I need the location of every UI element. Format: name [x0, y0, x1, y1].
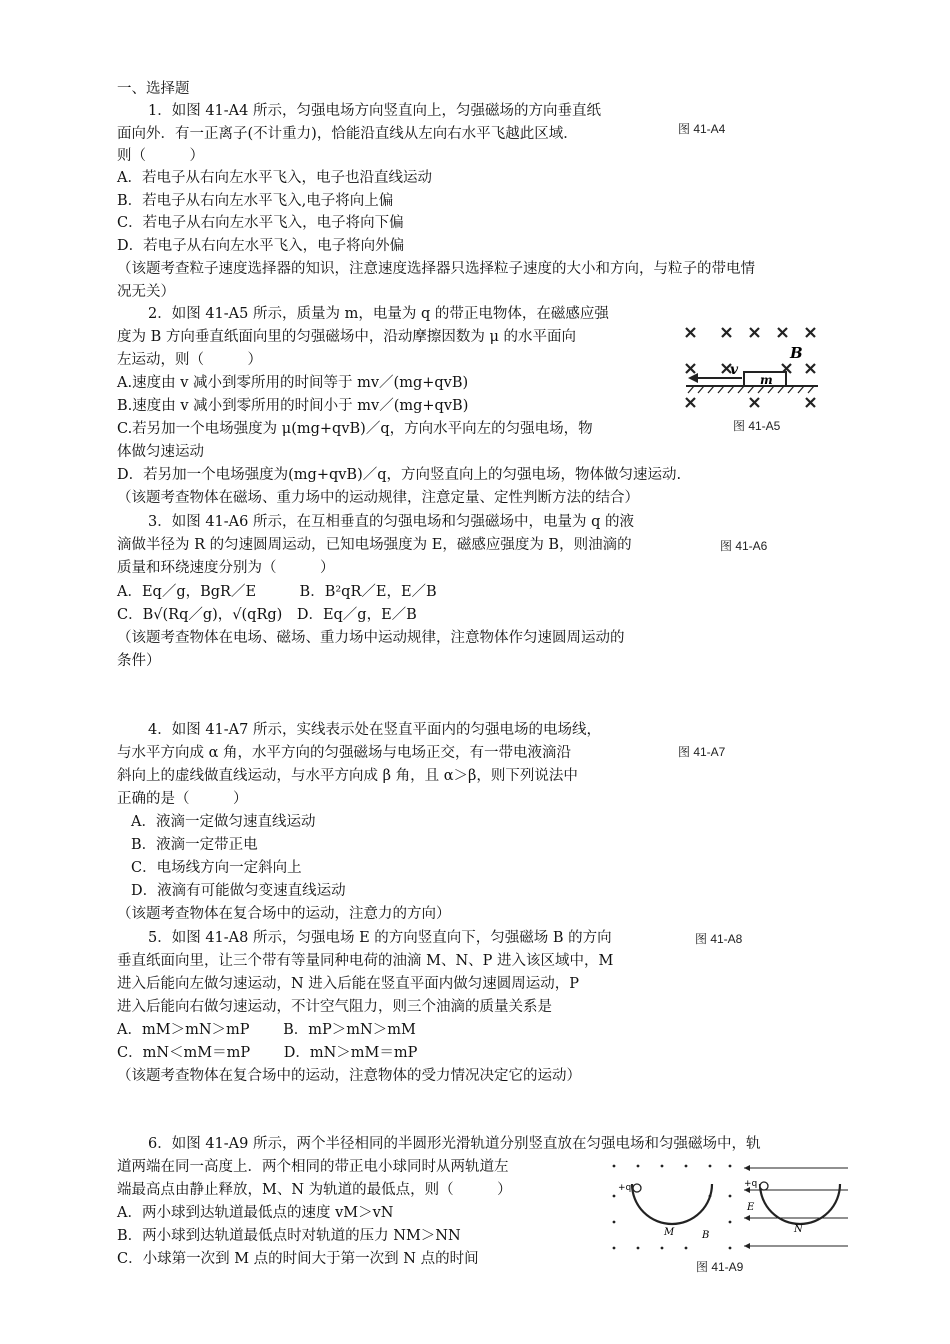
q1-option-c: C．若电子从右向左水平飞入，电子将向下偏 [117, 215, 404, 231]
magnetic-field-diagram [678, 320, 828, 420]
q3-note-line-2: 条件） [117, 653, 161, 669]
q3-option-ab: A．Eq／g，BgR／E B．B²qR／E，E／B [117, 584, 437, 600]
q4-stem-line-2: 与水平方向成 α 角，水平方向的匀强磁场与电场正交，有一带电液滴沿 [117, 745, 572, 761]
q6-option-c: C．小球第一次到 M 点的时间大于第一次到 N 点的时间 [117, 1251, 479, 1267]
charge-label-right: +q [744, 1179, 758, 1189]
figure-caption-41-a8: 图 41-A8 [695, 932, 743, 946]
q1-stem-line-2: 面向外．有一正离子(不计重力)，恰能沿直线从左向右水平飞越此区域． [117, 126, 578, 142]
section-title: 一、选择题 [117, 81, 190, 97]
q1-note-line-1: （该题考查粒子速度选择器的知识，注意速度选择器只选择粒子速度的大小和方向，与粒子的带电情 [117, 261, 755, 277]
field-label-e: E [747, 1202, 755, 1213]
q3-stem-line-2: 滴做半径为 R 的匀速圆周运动，已知电场强度为 E，磁感应强度为 B，则油滴的 [117, 537, 632, 553]
q4-option-c: C．电场线方向一定斜向上 [131, 860, 302, 876]
q4-option-b: B．液滴一定带正电 [131, 837, 258, 853]
q2-note-line-1: （该题考查物体在磁场、重力场中的运动规律，注意定量、定性判断方法的结合） [117, 490, 639, 506]
q2-option-c-line-1: C.若另加一个电场强度为 μ(mg+qvB)／q，方向水平向左的匀强电场，物 [117, 421, 593, 437]
q3-stem-line-1: 3．如图 41-A6 所示，在互相垂直的匀强电场和匀强磁场中，电量为 q 的液 [148, 514, 634, 530]
q6-option-a: A．两小球到达轨道最低点的速度 vM＞vN [117, 1205, 394, 1221]
q2-stem-line-2: 度为 B 方向垂直纸面向里的匀强磁场中，沿动摩擦因数为 μ 的水平面向 [117, 329, 577, 345]
velocity-arrow-icon [688, 373, 698, 383]
figure-41-a9 [604, 1160, 850, 1258]
q2-option-c-line-2: 体做匀速运动 [117, 444, 204, 460]
q5-stem-line-4: 进入后能向右做匀速运动，不计空气阻力，则三个油滴的质量关系是 [117, 999, 552, 1015]
q6-option-b: B．两小球到达轨道最低点时对轨道的压力 NM＞NN [117, 1228, 461, 1244]
q5-option-ab: A．mM＞mN＞mP B．mP＞mN＞mM [117, 1022, 416, 1038]
q2-option-a: A.速度由 v 减小到零所用的时间等于 mv／(mg+qvB) [117, 375, 469, 391]
q4-stem-line-1: 4．如图 41-A7 所示，实线表示处在竖直平面内的匀强电场的电场线， [148, 722, 601, 738]
point-label-m: M [664, 1227, 675, 1238]
q3-note-line-1: （该题考查物体在电场、磁场、重力场中运动规律，注意物体作匀速圆周运动的 [117, 630, 625, 646]
figure-caption-41-a4: 图 41-A4 [678, 122, 726, 136]
q4-stem-line-4: 正确的是（ ） [117, 791, 248, 807]
q1-option-d: D．若电子从右向左水平飞入，电子将向外偏 [117, 238, 405, 254]
point-label-n: N [794, 1224, 803, 1235]
q4-option-d: D．液滴有可能做匀变速直线运动 [131, 883, 346, 899]
q1-stem-line-3: 则（ ） [117, 148, 204, 164]
q1-option-a: A．若电子从右向左水平飞入，电子也沿直线运动 [117, 170, 432, 186]
q5-stem-line-2: 垂直纸面向里，让三个带有等量同种电荷的油滴 M、N、P 进入该区域中，M [117, 953, 614, 969]
field-label-b: B [790, 344, 803, 362]
q6-stem-line-1: 6．如图 41-A9 所示，两个半径相同的半圆形光滑轨道分别竖直放在匀强电场和匀强磁场中，轨 [148, 1136, 761, 1152]
semicircle-tracks-diagram [604, 1160, 850, 1258]
q6-stem-line-2: 道两端在同一高度上．两个相同的带正电小球同时从两轨道左 [117, 1159, 509, 1175]
q2-stem-line-1: 2．如图 41-A5 所示，质量为 m，电量为 q 的带正电物体，在磁感应强 [148, 306, 609, 322]
q3-option-cd: C．B√(Rq／g)，√(qRg) D．Eq／g，E／B [117, 607, 417, 623]
q3-stem-line-3: 质量和环绕速度分别为（ ） [117, 560, 335, 576]
q5-stem-line-1: 5．如图 41-A8 所示，匀强电场 E 的方向竖直向下，匀强磁场 B 的方向 [148, 930, 612, 946]
velocity-label-v: v [730, 362, 739, 378]
q2-option-d: D．若另加一个电场强度为(mg+qvB)／q，方向竖直向上的匀强电场，物体做匀速运动. [117, 467, 682, 483]
q4-stem-line-3: 斜向上的虚线做直线运动，与水平方向成 β 角，且 α＞β，则下列说法中 [117, 768, 578, 784]
q5-note-line-1: （该题考查物体在复合场中的运动，注意物体的受力情况决定它的运动） [117, 1068, 581, 1084]
q1-option-b: B．若电子从右向左水平飞入,电子将向上偏 [117, 193, 394, 209]
figure-caption-41-a6: 图 41-A6 [720, 539, 768, 553]
figure-caption-41-a5: 图 41-A5 [733, 419, 781, 433]
q5-stem-line-3: 进入后能向左做匀速运动，N 进入后能在竖直平面内做匀速圆周运动，P [117, 976, 580, 992]
q5-option-cd: C．mN＜mM＝mP D．mN＞mM＝mP [117, 1045, 418, 1061]
block-label-m: m [760, 373, 773, 387]
figure-caption-41-a9: 图 41-A9 [696, 1260, 744, 1274]
q4-option-a: A．液滴一定做匀速直线运动 [131, 814, 316, 830]
q4-note-line-1: （该题考查物体在复合场中的运动，注意力的方向） [117, 906, 451, 922]
figure-caption-41-a7: 图 41-A7 [678, 745, 726, 759]
q2-option-b: B.速度由 v 减小到零所用的时间小于 mv／(mg+qvB) [117, 398, 469, 414]
q1-stem-line-1: 1．如图 41-A4 所示，匀强电场方向竖直向上，匀强磁场的方向垂直纸 [148, 103, 601, 119]
q2-stem-line-3: 左运动，则（ ） [117, 352, 262, 368]
charge-label-left: +q [618, 1183, 632, 1193]
q1-note-line-2: 况无关） [117, 284, 175, 300]
field-label-b: B [702, 1230, 710, 1241]
q6-stem-line-3: 端最高点由静止释放，M、N 为轨道的最低点，则（ ） [117, 1182, 512, 1198]
figure-41-a5 [678, 320, 828, 420]
